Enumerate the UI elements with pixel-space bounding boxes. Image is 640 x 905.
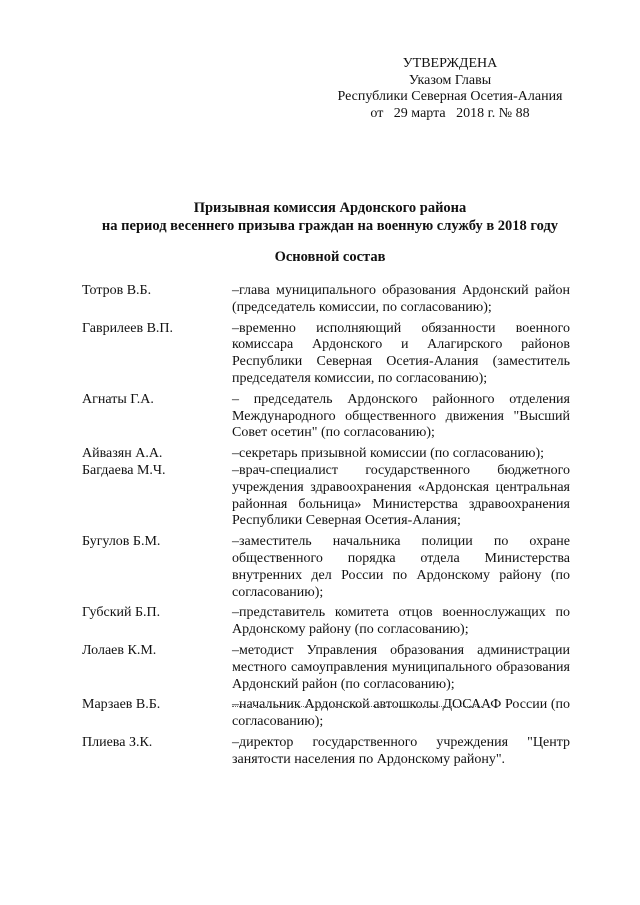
title-line-1: Призывная комиссия Ардонского района [193, 200, 467, 216]
approval-line-1: УТВЕРЖДЕНА [402, 56, 498, 71]
member-name: Марзаев В.Б. [82, 697, 161, 713]
member-row [82, 321, 570, 388]
approval-line-2: Указом Главы [408, 72, 492, 88]
member-role: –врач-специалист государственного бюджетного учреждения здравоохранения «Ардонская центральная районная больница» Министерства здравоохранения Республики Северная Осетия-Алания; [232, 462, 570, 529]
member-name: Агнаты Г.А. [82, 391, 154, 407]
member-row [82, 605, 570, 639]
member-role: –временно исполняющий обязанности военного комиссара Ардонского и Алагирского районов Республики Северная Осетия-Алания (заместитель председателя комиссии, по согласованию); [232, 320, 570, 386]
member-role: –представитель комитета отцов военнослужащих по Ардонскому району (по согласованию); [232, 605, 570, 638]
member-role: –директор государственного учреждения "Центр занятости населения по Ардонскому району". [232, 734, 570, 767]
member-role: –заместитель начальника полиции по охране общественного порядка отдела Министерства внутренних дел России по Ардонскому району (по согласованию); [232, 534, 570, 600]
member-role: –начальник Ардонской автошколы ДОСААФ России (по согласованию); [232, 697, 570, 730]
section-heading: Основной состав [274, 249, 386, 265]
member-name: Лолаев К.М. [82, 642, 157, 658]
member-row [82, 392, 570, 442]
members-list [82, 283, 570, 773]
member-name: Айвазян А.А. [82, 446, 163, 462]
member-role: – председатель Ардонского районного отделения Международного общественного движения "Высший Совет осетин" (по согласованию); [232, 391, 570, 441]
member-row [82, 446, 570, 463]
closing-dotted-line [232, 706, 482, 707]
member-name: Плиева З.К. [82, 734, 153, 750]
title-line-2: на период весеннего призыва граждан на военную службу в 2018 году [101, 217, 559, 234]
member-role: –методист Управления образования администрации местного самоуправления муниципального образования Ардонский район (по согласованию); [232, 642, 570, 692]
member-name: Губский Б.П. [82, 605, 161, 621]
member-name: Гаврилеев В.П. [82, 320, 174, 336]
member-role: –секретарь призывной комиссии (по согласованию); [232, 446, 545, 462]
member-role: –глава муниципального образования Ардонский район (председатель комиссии, по согласованию); [232, 283, 570, 315]
approval-line-3: Республики Северная Осетия-Алания [337, 89, 563, 104]
approval-stamp [300, 56, 600, 122]
member-row [82, 463, 570, 530]
member-name: Бугулов Б.М. [82, 534, 161, 550]
approval-line-4: от 29 марта 2018 г. № 88 [370, 105, 530, 121]
member-name: Тотров В.Б. [82, 283, 152, 298]
member-row [82, 643, 570, 693]
member-name: Багдаева М.Ч. [82, 462, 166, 478]
member-row [82, 283, 570, 317]
member-row [82, 697, 570, 731]
document-title [60, 200, 600, 235]
member-row [82, 534, 570, 601]
member-row [82, 735, 570, 769]
